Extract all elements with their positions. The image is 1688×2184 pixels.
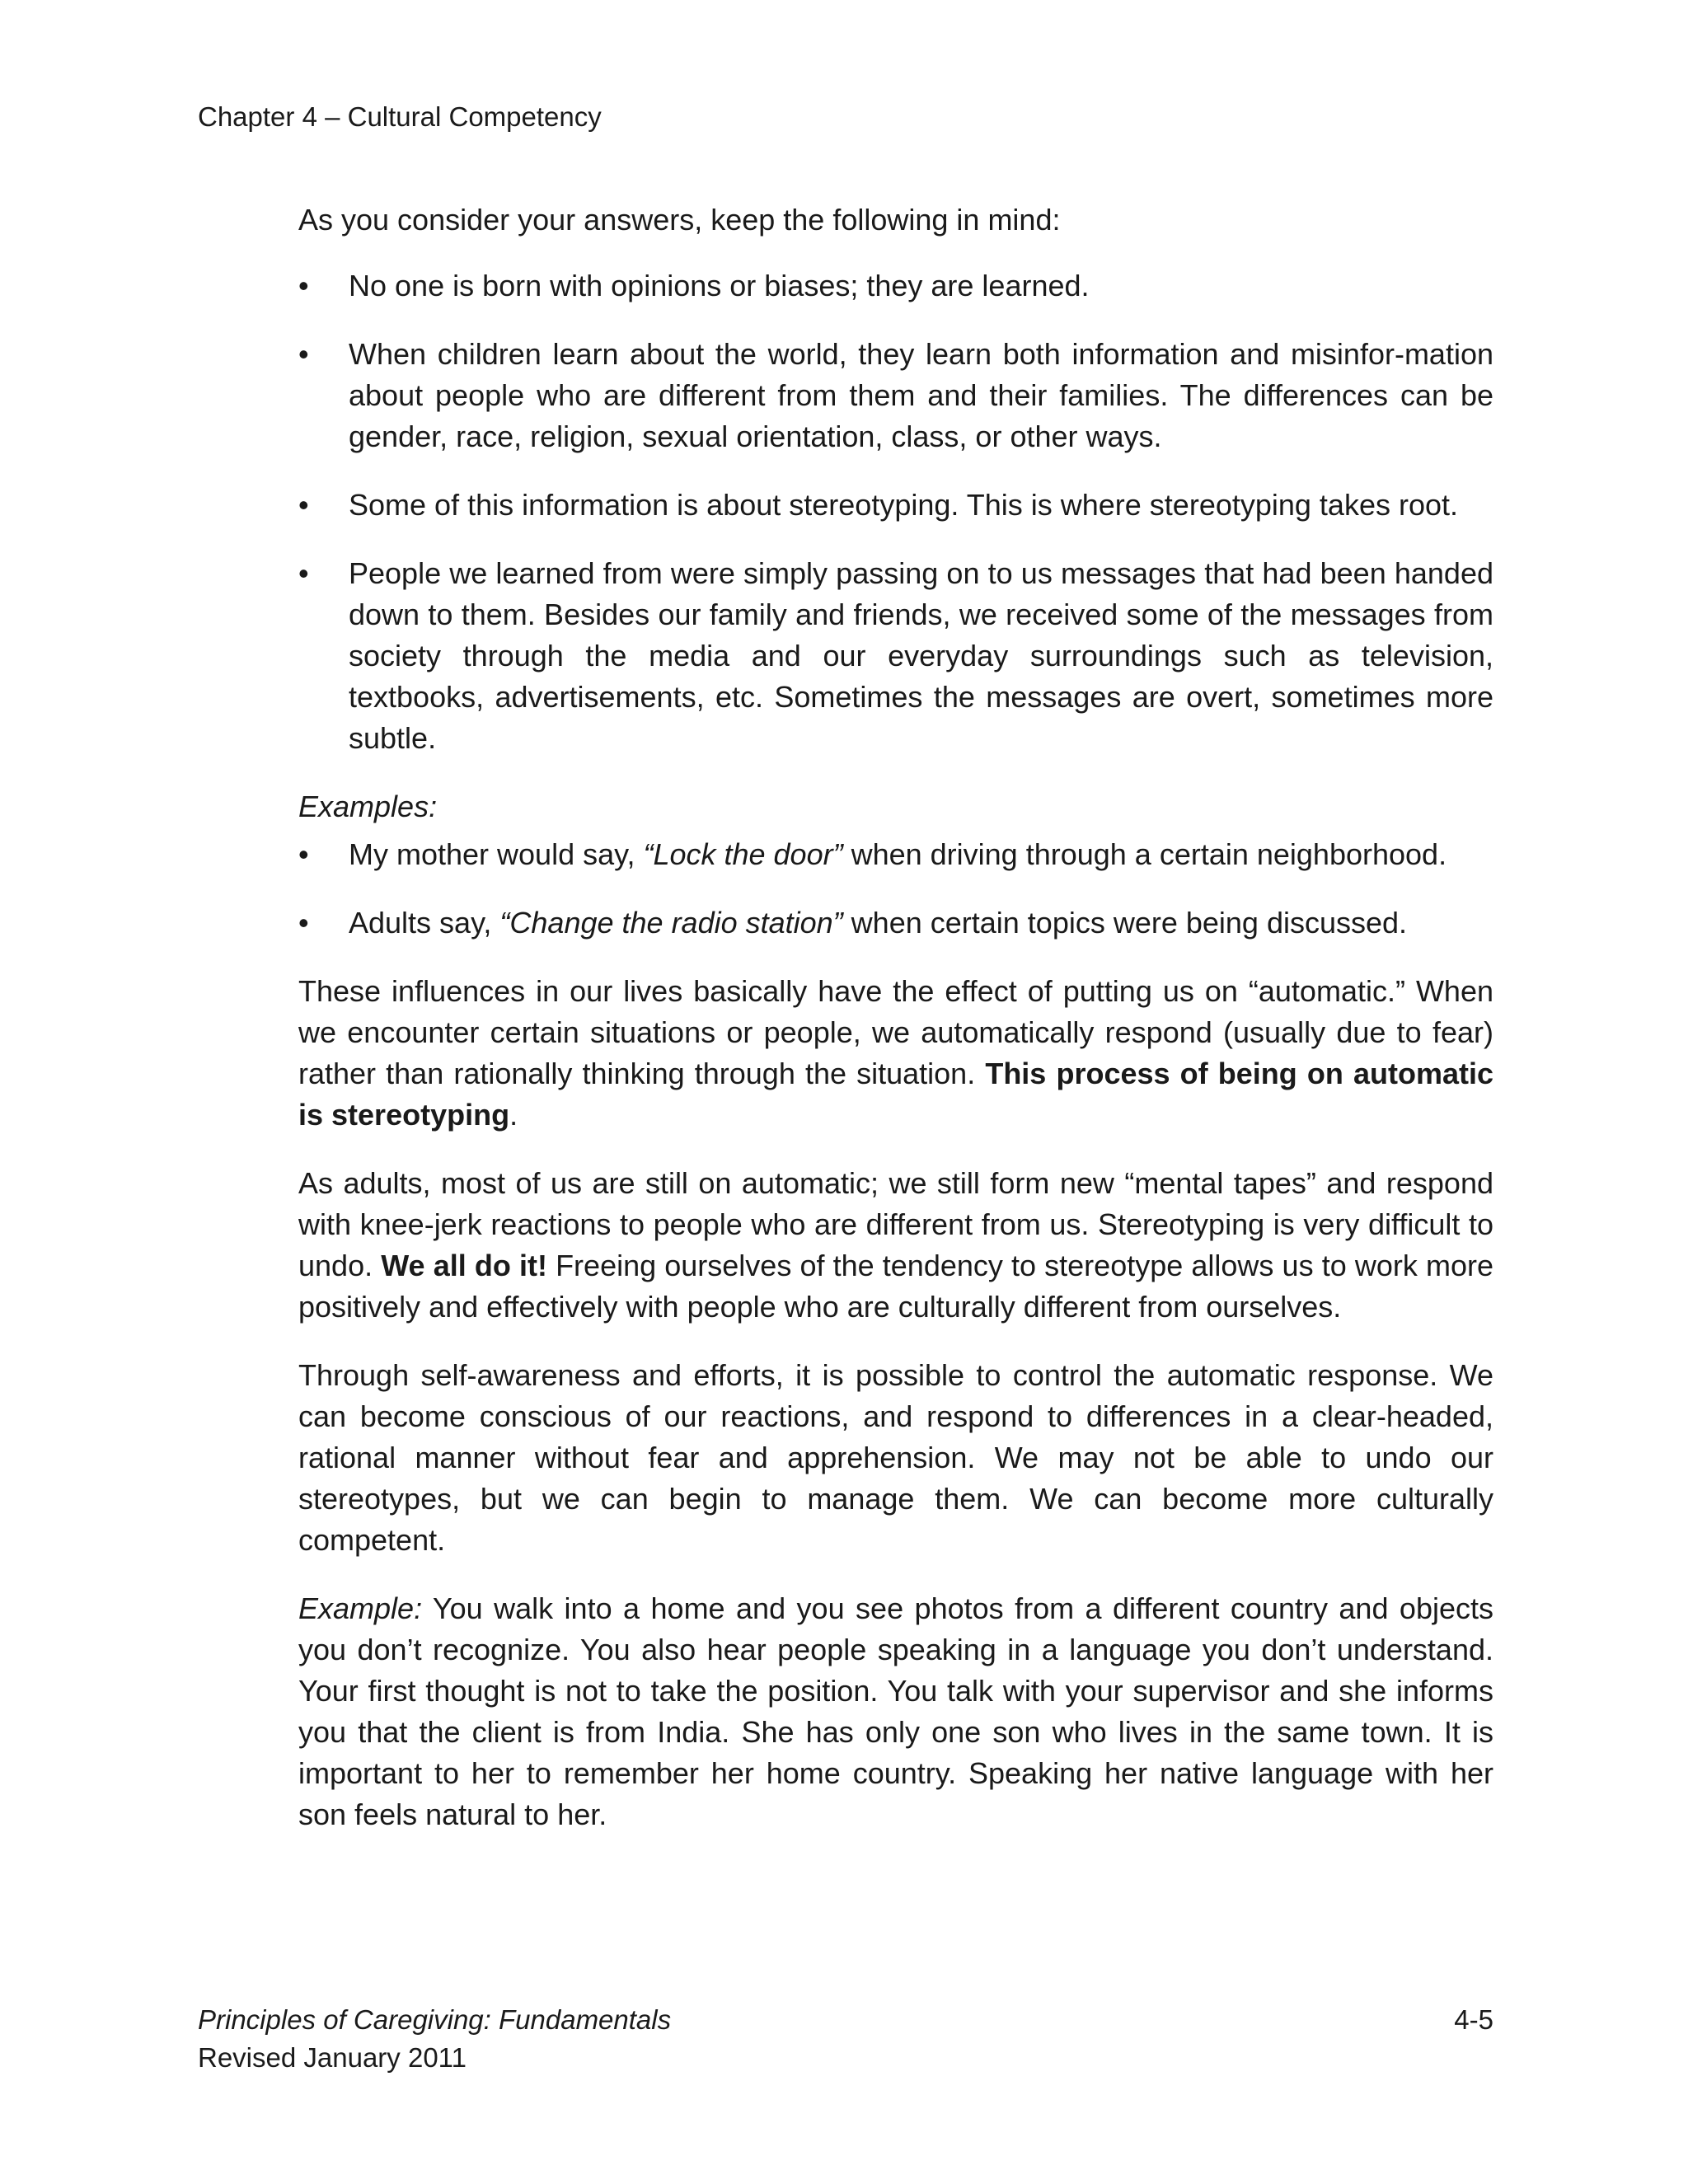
bullet-icon: • [298,488,309,522]
example-quote: “Change the radio station” [499,906,843,940]
main-content [298,199,1493,1863]
bullet-icon: • [298,906,309,940]
example-label: Example: [298,1591,423,1625]
book-title-text: Principles of Caregiving: Fundamentals [198,2004,672,2035]
footer-revised-date: Revised January 2011 [198,2042,467,2073]
bullet-icon: • [298,337,309,371]
bullet-icon: • [298,837,309,871]
influences-bold-text: This process of being on automatic is stereotyping [298,1057,1493,1132]
adults-bold-text: We all do it! [381,1249,547,1282]
list-item [298,902,1493,944]
page-number: 4-5 [1454,2004,1493,2035]
examples-bullet-list [298,834,1493,944]
list-item [298,265,1493,307]
list-item [298,334,1493,457]
example-paragraph-text: You walk into a home and you see photos from a different country and objects you don’t recognize. You also hear people speaking in a language you don’t understand. Your first thought is not to take the position. You talk with your supervisor and she informs you that the client is from India. She has only one son who lives in the same town. It is important to her to remember her home country. Speaking her native language with her son feels natural to her. [298,1591,1493,1831]
example-quote: “Lock the door” [643,837,843,871]
footer-book-title [198,2001,671,2039]
list-item-text: No one is born with opinions or biases; they are learned. [349,269,1090,302]
bullet-icon: • [298,556,309,590]
example-text-post: when driving through a certain neighborhood. [842,837,1447,871]
example-text-post: when certain topics were being discussed. [842,906,1408,940]
main-bullet-list [298,265,1493,759]
self-awareness-paragraph: Through self-awareness and efforts, it is possible to control the automatic response. We can become conscious of our reactions, and respond to differences in a clear-headed, rational manner without fear and apprehension. We may not be able to undo our stereotypes, but we can begin to manage them. We can become more culturally competent. [298,1358,1493,1557]
list-item-text: People we learned from were simply passing on to us messages that had been handed down to them. Besides our family and friends, we received some of the messages from society through the media and our everyday surroundings such as television, textbooks, advertisements, etc. Sometimes the messages are overt, sometimes more subtle. [349,556,1493,755]
adults-text-post: Freeing ourselves of the tendency to stereotype allows us to work more positively and effectively with people who are culturally different from ourselves. [298,1249,1493,1324]
list-item [298,553,1493,759]
example-text-pre: My mother would say, [349,837,644,871]
list-item-text: Some of this information is about stereotyping. This is where stereotyping takes root. [349,488,1459,522]
footer-left [198,2001,671,2077]
list-item [298,485,1493,526]
examples-label: Examples: [298,790,438,823]
bullet-icon: • [298,269,309,302]
adults-paragraph [298,1163,1493,1328]
influences-paragraph [298,971,1493,1136]
example-text-pre: Adults say, [349,906,500,940]
influences-text: These influences in our lives basically have the effect of putting us on “automatic.” When we encounter certain situations or people, we automatically respond (usually due to fear) rather than rationally thinking through the situation. [298,974,1493,1090]
intro-paragraph: As you consider your answers, keep the following in mind: [298,203,1061,237]
influences-end: . [509,1098,518,1132]
adults-text-pre: As adults, most of us are still on automatic; we still form new “mental tapes” and respond with knee-jerk reactions to people who are different from us. Stereotyping is very difficult to undo. [298,1166,1493,1282]
list-item-text: When children learn about the world, they learn both information and misinfor-mation about people who are different from them and their families. The differences can be gender, race, religion, sexual orientation, class, or other ways. [349,337,1493,453]
list-item [298,834,1493,875]
example-paragraph [298,1588,1493,1835]
chapter-header: Chapter 4 – Cultural Competency [198,101,602,132]
